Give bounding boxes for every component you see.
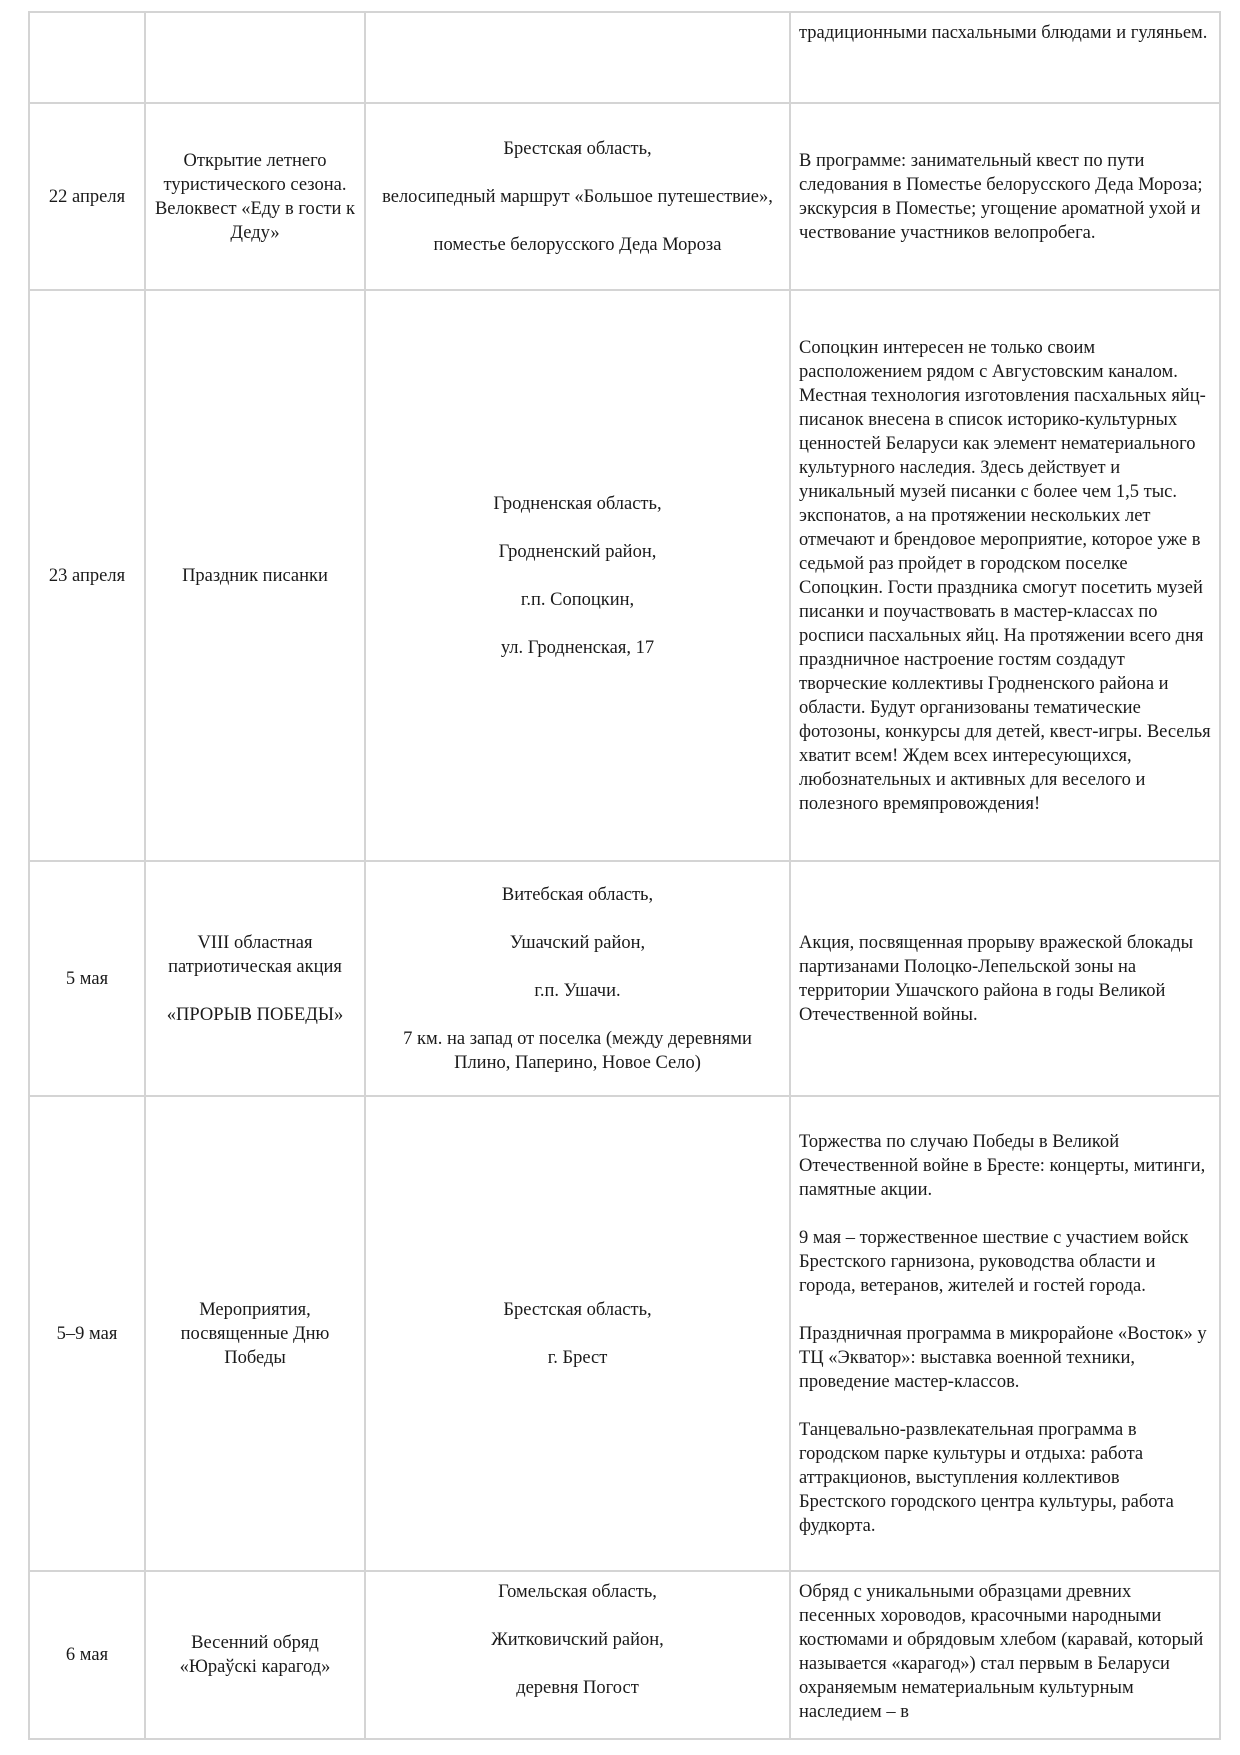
event-title: VIII областная патриотическая акция	[168, 932, 342, 977]
event-title-cell	[145, 1096, 365, 1571]
event-desc-text: Праздничная программа в микрорайоне «Восток» у ТЦ «Экватор»: выставка военной техники, проведение мастер-классов.	[799, 1323, 1207, 1392]
event-place-line: г.п. Ушачи.	[534, 980, 621, 1001]
event-desc-text: Акция, посвященная прорыву вражеской блокады партизанами Полоцко-Лепельской зоны на территории Ушачского района в годы Великой Отечественной войны.	[799, 932, 1194, 1025]
event-place-line: Брестская область,	[503, 138, 652, 159]
event-title-cell	[145, 861, 365, 1096]
event-desc-text: Обряд с уникальными образцами древних песенных хороводов, красочными народными костюмами и обрядовым хлебом (каравай, который называется «карагод») стал первым в Беларуси охраняемым нематериальным культурным наследием – в	[799, 1582, 1204, 1722]
event-title-cell	[145, 290, 365, 861]
event-place-line: Ушачский район,	[509, 932, 646, 953]
event-title-cell	[145, 103, 365, 290]
event-date-cell	[29, 1096, 145, 1571]
event-place-cell	[365, 290, 790, 861]
event-place-line: деревня Погост	[516, 1678, 639, 1698]
event-place-line: Житковичский район,	[491, 1630, 664, 1650]
event-date-cell	[29, 12, 145, 103]
event-title: «ПРОРЫВ ПОБЕДЫ»	[166, 1004, 344, 1025]
event-place-cell	[365, 103, 790, 290]
event-desc-cell	[790, 1096, 1220, 1571]
event-place-line: г.п. Сопоцкин,	[520, 589, 635, 610]
event-desc-text: В программе: занимательный квест по пути следования в Поместье белорусского Деда Мороза; экскурсия в Поместье; угощение ароматной ухой и чествование участников велопробега.	[799, 150, 1203, 243]
event-date-cell	[29, 1571, 145, 1739]
event-desc-text: Танцевально-развлекательная программа в городском парке культуры и отдыха: работа аттракционов, выступления коллективов Брестского городского центра культуры, работа фудкорта.	[799, 1419, 1174, 1536]
event-desc-cell	[790, 290, 1220, 861]
event-place-line: 7 км. на запад от поселка (между деревнями Плино, Паперино, Новое Село)	[403, 1028, 752, 1073]
event-place-line: поместье белорусского Деда Мороза	[433, 234, 722, 255]
event-place-line: ул. Гродненская, 17	[500, 637, 655, 658]
event-date: 5 мая	[65, 968, 109, 989]
event-date: 5–9 мая	[56, 1323, 118, 1344]
event-desc-cell	[790, 1571, 1220, 1739]
event-title: Весенний обряд «Юраўскі карагод»	[179, 1633, 331, 1677]
event-place-cell	[365, 1096, 790, 1571]
event-desc-text: Сопоцкин интересен не только своим расположением рядом с Августовским каналом. Местная технология изготовления пасхальных яйц-писанок внесена в список историко-культурных ценностей Беларуси как элемент нематериального культурного наследия. Здесь действует и уникальный музей писанки с более чем 1,5 тыс. экспонатов, а на протяжении нескольких лет отмечают и брендовое мероприятие, которое уже в седьмой раз пройдет в городском поселке Сопоцкин. Гости праздника смогут посетить музей писанки и поучаствовать в мастер-классах по росписи пасхальных яйц. На протяжении всего дня праздничное настроение гостям создадут творческие коллективы Гродненского района и области. Будут организованы тематические фотозоны, конкурсы для детей, квест-игры. Веселья хватит всем! Ждем всех интересующихся, любознательных и активных для веселого и полезного времяпровождения!	[799, 337, 1211, 814]
table-row	[29, 1096, 1220, 1571]
event-desc-text: традиционными пасхальными блюдами и гуляньем.	[799, 23, 1208, 43]
event-place-line: Витебская область,	[501, 884, 654, 905]
event-place-line: Гродненский район,	[498, 541, 657, 562]
event-date-cell	[29, 103, 145, 290]
event-place-line: Брестская область,	[503, 1299, 652, 1320]
event-date-cell	[29, 290, 145, 861]
table-row	[29, 861, 1220, 1096]
table-row	[29, 103, 1220, 290]
event-place-line: Гомельская область,	[498, 1582, 657, 1602]
event-desc-cell	[790, 12, 1220, 103]
table-row	[29, 1571, 1220, 1739]
event-place-line: велосипедный маршрут «Большое путешествие»,	[382, 186, 773, 207]
table-row	[29, 290, 1220, 861]
table-row	[29, 12, 1220, 103]
event-title-cell	[145, 1571, 365, 1739]
event-place-line: Гродненская область,	[493, 493, 662, 514]
event-desc-text: Торжества по случаю Победы в Великой Отечественной войне в Бресте: концерты, митинги, памятные акции.	[799, 1131, 1206, 1200]
event-date: 22 апреля	[48, 186, 126, 207]
event-place-cell	[365, 861, 790, 1096]
event-title: Открытие летнего туристического сезона. Велоквест «Еду в гости к Деду»	[154, 150, 356, 243]
event-place-cell	[365, 12, 790, 103]
events-table	[28, 11, 1221, 1740]
event-place-cell	[365, 1571, 790, 1739]
event-date: 6 мая	[65, 1645, 109, 1665]
event-desc-text: 9 мая – торжественное шествие с участием войск Брестского гарнизона, руководства области и города, ветеранов, жителей и гостей города.	[799, 1227, 1189, 1296]
event-date-cell	[29, 861, 145, 1096]
event-desc-cell	[790, 103, 1220, 290]
event-date: 23 апреля	[48, 565, 126, 586]
event-desc-cell	[790, 861, 1220, 1096]
event-title: Мероприятия, посвященные Дню Победы	[180, 1299, 330, 1368]
event-place-line: г. Брест	[547, 1347, 608, 1368]
event-title-cell	[145, 12, 365, 103]
event-title: Праздник писанки	[182, 565, 328, 586]
